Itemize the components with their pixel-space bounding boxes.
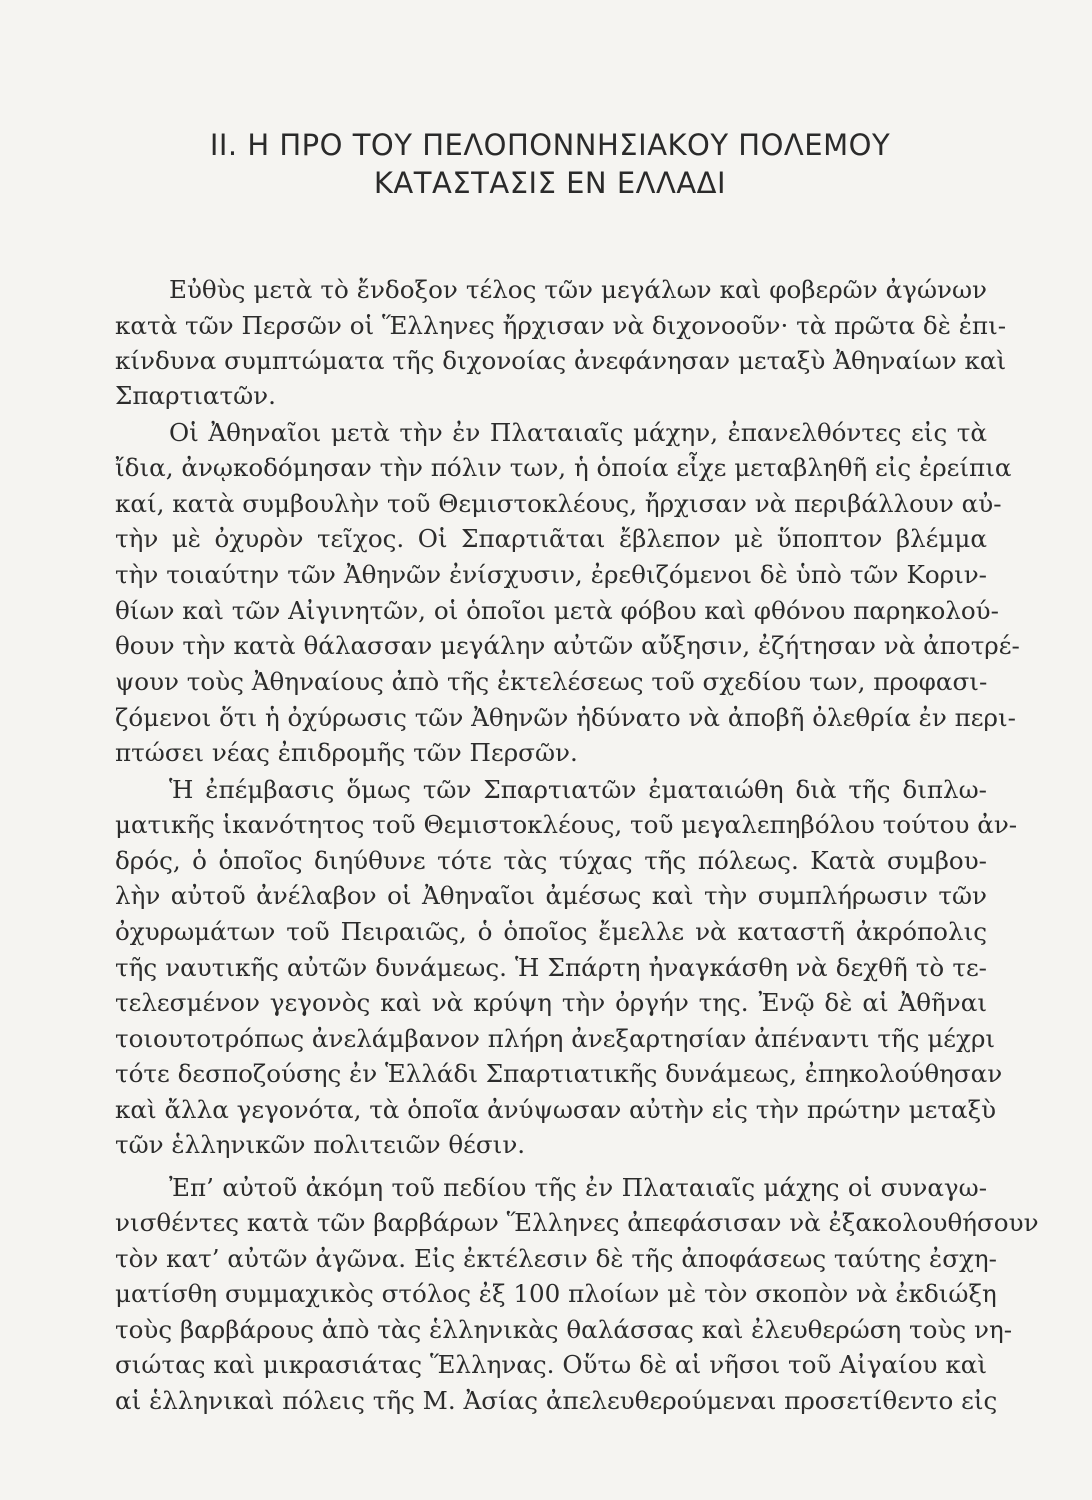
text-line: τῶν ἑλληνικῶν πολιτειῶν θέσιν. xyxy=(115,1130,526,1159)
text-line: τῆς ναυτικῆς αὐτῶν δυνάμεως. Ἡ Σπάρτη ἠναγκάσθη νὰ δεχθῆ τὸ τε- xyxy=(115,953,987,982)
text-line: κίνδυνα συμπτώματα τῆς διχονοίας ἀνεφάνησαν μεταξὺ Ἀθηναίων καὶ xyxy=(115,346,1007,375)
text-line: Ἐπ’ αὐτοῦ ἀκόμη τοῦ πεδίου τῆς ἐν Πλαταιαῖς μάχης οἱ συναγω- xyxy=(169,1173,987,1202)
text-line: ὀχυρωμάτων τοῦ Πειραιῶς, ὁ ὁποῖος ἔμελλε νὰ καταστῆ ἀκρόπολις xyxy=(115,917,987,946)
text-line: σιώτας καὶ μικρασιάτας Ἕλληνας. Οὕτω δὲ αἱ νῆσοι τοῦ Αἰγαίου καὶ xyxy=(115,1350,987,1379)
text-line: καί, κατὰ συμβουλὴν τοῦ Θεμιστοκλέους, ἤρχισαν νὰ περιβάλλουν αὐ- xyxy=(115,489,1002,518)
text-line: Οἱ Ἀθηναῖοι μετὰ τὴν ἐν Πλαταιαῖς μάχην, ἐπανελθόντες εἰς τὰ xyxy=(169,418,987,447)
chapter-title-line-1: II. Η ΠΡΟ ΤΟΥ ΠΕΛΟΠΟΝΝΗΣΙΑΚΟΥ ΠΟΛΕΜΟΥ xyxy=(209,128,891,162)
text-line: τὴν τοιαύτην τῶν Ἀθηνῶν ἐνίσχυσιν, ἐρεθιζόμενοι δὲ ὑπὸ τῶν Κοριν- xyxy=(115,560,987,589)
text-line: τοιουτοτρόπως ἀνελάμβανον πλήρη ἀνεξαρτησίαν ἀπέναντι τῆς μέχρι xyxy=(115,1024,996,1053)
text-line: θίων καὶ τῶν Αἰγινητῶν, οἱ ὁποῖοι μετὰ φόβου καὶ φθόνου παρηκολού- xyxy=(115,596,999,625)
text-line: τοὺς βαρβάρους ἀπὸ τὰς ἑλληνικὰς θαλάσσας καὶ ἐλευθερώση τοὺς νη- xyxy=(115,1315,1012,1344)
text-line: αἱ ἑλληνικαὶ πόλεις τῆς Μ. Ἀσίας ἀπελευθερούμεναι προσετίθεντο εἰς xyxy=(115,1386,998,1415)
text-line: τὴν μὲ ὀχυρὸν τεῖχος. Οἱ Σπαρτιᾶται ἔβλεπον μὲ ὕποπτον βλέμμα xyxy=(115,524,987,553)
text-line: ματίσθη συμμαχικὸς στόλος ἐξ 100 πλοίων μὲ τὸν σκοπὸν νὰ ἐκδιώξη xyxy=(115,1279,997,1308)
text-line: Εὐθὺς μετὰ τὸ ἔνδοξον τέλος τῶν μεγάλων καὶ φοβερῶν ἀγώνων xyxy=(169,275,987,304)
text-line: νισθέντες κατὰ τῶν βαρβάρων Ἕλληνες ἀπεφάσισαν νὰ ἐξακολουθήσουν xyxy=(115,1208,1039,1237)
text-line: ψουν τοὺς Ἀθηναίους ἀπὸ τῆς ἐκτελέσεως τοῦ σχεδίου των, προφασι- xyxy=(115,667,988,696)
chapter-title-line-2: ΚΑΤΑΣΤΑΣΙΣ ΕΝ ΕΛΛΑΔΙ xyxy=(373,166,727,200)
text-line: Ἡ ἐπέμβασις ὅμως τῶν Σπαρτιατῶν ἐματαιώθη διὰ τῆς διπλω- xyxy=(169,775,987,804)
text-line: τότε δεσποζούσης ἐν Ἑλλάδι Σπαρτιατικῆς δυνάμεως, ἐπηκολούθησαν xyxy=(115,1059,1003,1088)
text-line: ἴδια, ἀνῳκοδόμησαν τὴν πόλιν των, ἡ ὁποία εἶχε μεταβληθῆ εἰς ἐρείπια xyxy=(115,453,1012,482)
text-line: τὸν κατ’ αὐτῶν ἀγῶνα. Εἰς ἐκτέλεσιν δὲ τῆς ἀποφάσεως ταύτης ἐσχη- xyxy=(115,1244,997,1273)
text-line: κατὰ τῶν Περσῶν οἱ Ἕλληνες ἤρχισαν νὰ διχονοοῦν· τὰ πρῶτα δὲ ἐπι- xyxy=(115,311,1007,340)
text-line: λὴν αὐτοῦ ἀνέλαβον οἱ Ἀθηναῖοι ἀμέσως καὶ τὴν συμπλήρωσιν τῶν xyxy=(115,881,987,910)
text-line: δρός, ὁ ὁποῖος διηύθυνε τότε τὰς τύχας τῆς πόλεως. Κατὰ συμβου- xyxy=(115,846,987,875)
text-line: πτώσει νέας ἐπιδρομῆς τῶν Περσῶν. xyxy=(115,738,578,767)
text-line: τελεσμένον γεγονὸς καὶ νὰ κρύψη τὴν ὀργήν της. Ἐνῷ δὲ αἱ Ἀθῆναι xyxy=(115,988,987,1017)
text-line: θουν τὴν κατὰ θάλασσαν μεγάλην αὐτῶν αὔξησιν, ἐζήτησαν νὰ ἀποτρέ- xyxy=(115,631,1020,660)
text-line: ζόμενοι ὅτι ἡ ὀχύρωσις τῶν Ἀθηνῶν ἠδύνατο νὰ ἀποβῆ ὀλεθρία ἐν περι- xyxy=(115,703,1016,732)
text-line: Σπαρτιατῶν. xyxy=(115,381,276,410)
text-line: ματικῆς ἱκανότητος τοῦ Θεμιστοκλέους, τοῦ μεγαλεπηβόλου τούτου ἀν- xyxy=(115,810,1018,839)
text-line: καὶ ἄλλα γεγονότα, τὰ ὁποῖα ἀνύψωσαν αὐτὴν εἰς τὴν πρώτην μεταξὺ xyxy=(115,1095,997,1124)
